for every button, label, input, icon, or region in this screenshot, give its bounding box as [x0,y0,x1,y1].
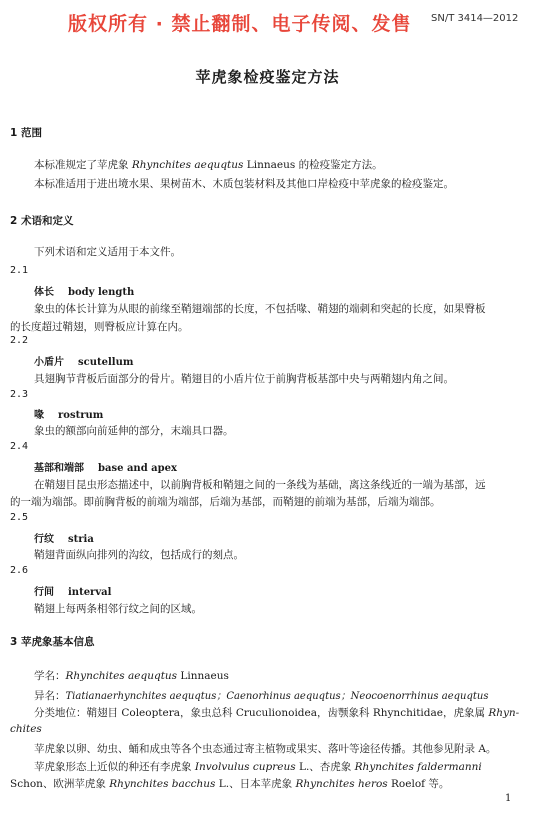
term-heading: 体长 body length [34,287,135,298]
term-definition: 象虫的额部向前延伸的部分，末端具口器。 [34,425,234,437]
section-3-heading: 3 苹虎象基本信息 [10,636,95,648]
term-definition: 象虫的体长计算为从眼的前缘至鞘翅端部的长度，不包括喙、鞘翅的端刺和突起的长度，如果臀板 [34,303,486,315]
classification-continuation: chites [10,723,42,735]
term-heading: 喙 rostrum [34,410,104,421]
term-definition: 的长度超过鞘翅，则臀板应计算在内。 [10,321,189,333]
term-heading: 行间 interval [34,587,112,598]
section-2-heading: 2 术语和定义 [10,215,74,227]
term-number: 2.2 [10,335,29,346]
term-definition: 在鞘翅目昆虫形态描述中，以前胸背板和鞘翅之间的一条线为基础，离这条线近的一端为基部，远 [34,479,486,491]
section-2-intro: 下列术语和定义适用于本文件。 [34,246,181,258]
similar-species-line-1: 苹虎象形态上近似的种还有李虎象 Involvulus cupreus L.、杏虎象 Rhynchites faldermanni [34,761,482,773]
term-definition: 鞘翅背面纵向排列的沟纹，包括成行的刻点。 [34,549,244,561]
term-heading: 行纹 stria [34,534,94,545]
term-number: 2.4 [10,441,29,452]
spread-paragraph: 苹虎象以卵、幼虫、蛹和成虫等各个虫态通过寄主植物或果实、落叶等途径传播。其他参见附录 A。 [34,743,497,755]
section-1-heading: 1 范围 [10,127,42,139]
term-definition: 的一端为端部。即前胸背板的前端为端部，后端为基部，而鞘翅的前端为基部，后端为端部。 [10,496,441,508]
term-definition: 具翅胸节背板后面部分的骨片。鞘翅目的小盾片位于前胸背板基部中央与两鞘翅内角之间。 [34,373,454,385]
similar-species-line-2: Schon、欧洲苹虎象 Rhynchites bacchus L.、日本苹虎象 Rhynchites heros Roelof 等。 [10,778,450,790]
section-1-paragraph-1: 本标准规定了苹虎象 Rhynchites aequqtus Linnaeus 的检疫鉴定方法。 [34,159,383,171]
term-number: 2.6 [10,565,29,576]
term-number: 2.1 [10,265,29,276]
term-definition: 鞘翅上每两条相邻行纹之间的区域。 [34,603,202,615]
scientific-name: 学名：Rhynchites aequqtus Linnaeus [34,670,229,682]
section-1-paragraph-2: 本标准适用于进出境水果、果树苗木、木质包装材料及其他口岸检疫中苹虎象的检疫鉴定。 [34,178,454,190]
copyright-watermark: 版权所有 · 禁止翻制、电子传阅、发售 [68,13,412,35]
term-heading: 基部和端部 base and apex [34,463,177,474]
synonym-line: 异名：Tiatianaerhynchites aequqtus；Caenorhinus aequqtus；Neocoenorrhinus aequqtus [34,690,489,702]
document-title: 苹虎象检疫鉴定方法 [195,68,340,86]
term-number: 2.3 [10,389,29,400]
page-number: 1 [505,793,512,804]
term-number: 2.5 [10,512,29,523]
term-heading: 小盾片 scutellum [34,357,134,368]
classification-line: 分类地位：鞘翅目 Coleoptera，象虫总科 Cruculionoidea，齿颚象科 Rhynchitidae，虎象属 Rhyn- [34,707,520,719]
standard-number: SN/T 3414—2012 [431,13,519,24]
